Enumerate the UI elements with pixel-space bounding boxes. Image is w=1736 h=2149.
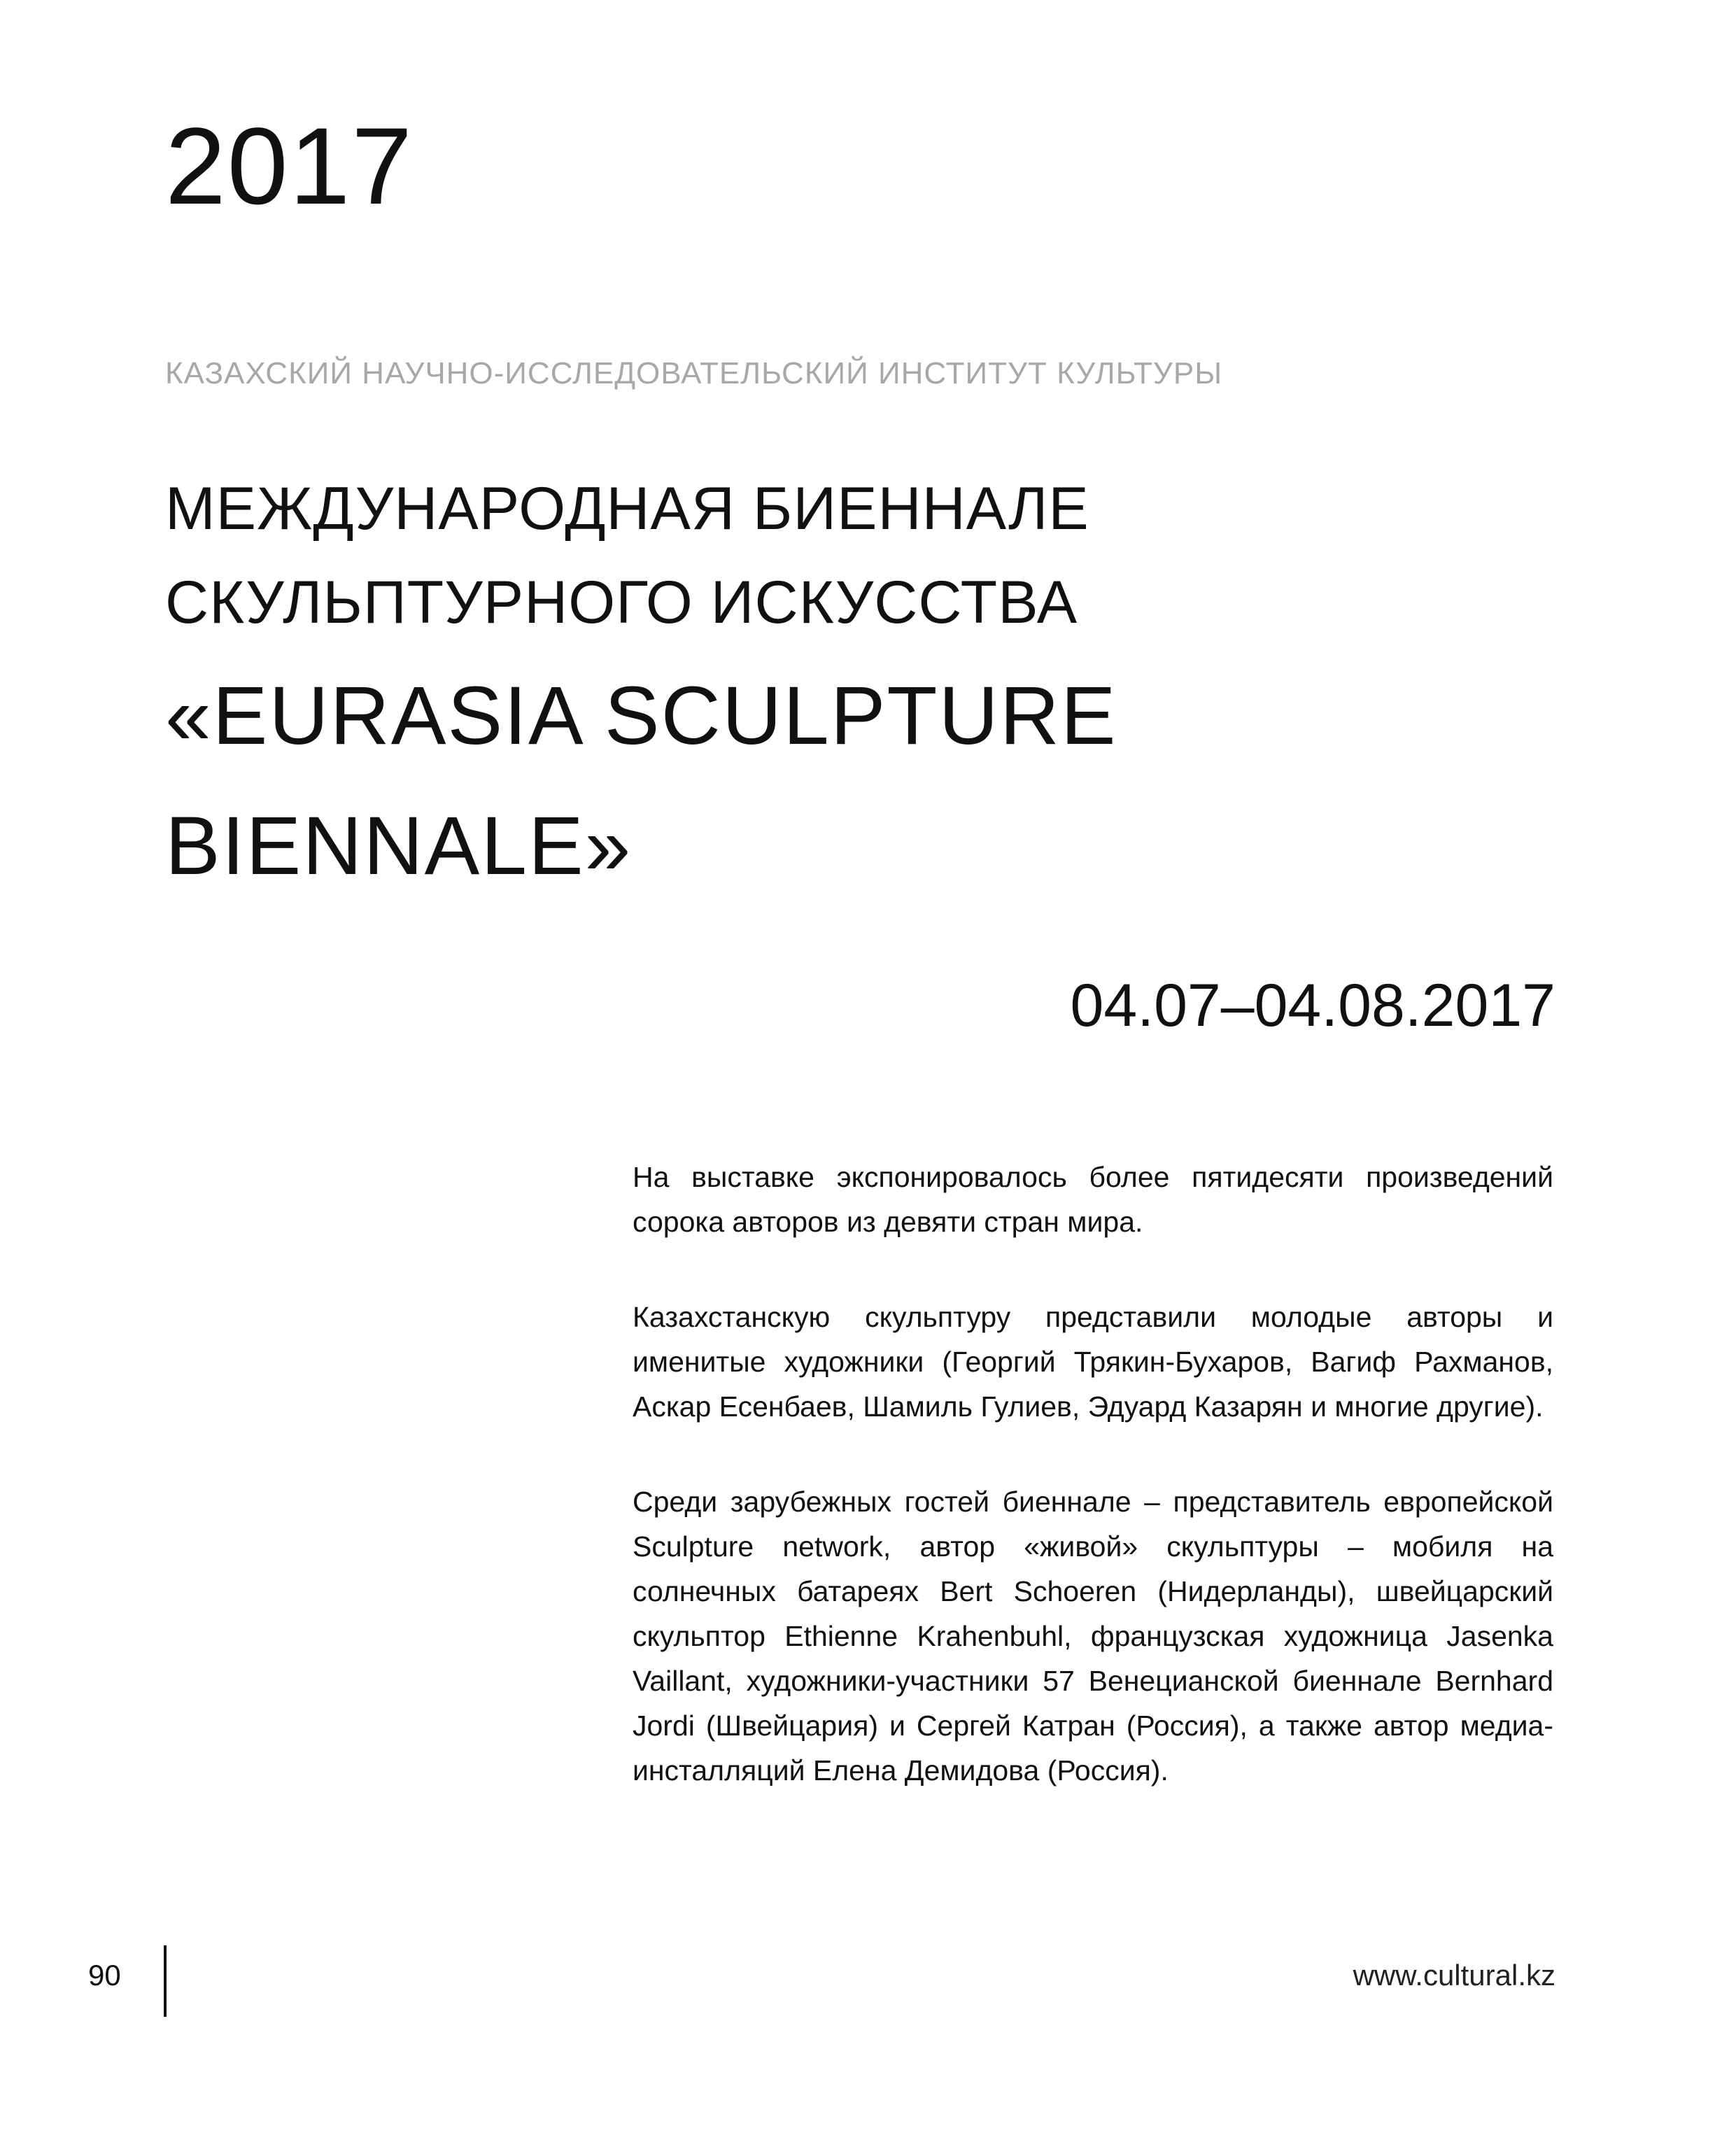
page-footer bbox=[0, 1945, 1736, 2029]
institute-name: КАЗАХСКИЙ НАУЧНО-ИССЛЕДОВАТЕЛЬСКИЙ ИНСТИТУТ КУЛЬТУРЫ bbox=[165, 356, 1223, 390]
title-line-2: СКУЛЬПТУРНОГО ИСКУССТВА bbox=[165, 569, 1078, 636]
website-link[interactable]: www.cultural.kz bbox=[1353, 1959, 1555, 1992]
event-title bbox=[165, 462, 1495, 911]
body-paragraph-1: На выставке экспонировалось более пятидесяти произведений сорока авторов из девяти стран мира. bbox=[633, 1161, 1553, 1238]
body-paragraph-2: Казахстанскую скульптуру представили молодые авторы и именитые художники (Георгий Трякин-Бухаров, Вагиф Рахманов, Аскар Есенбаев, Шамиль Гулиев, Эдуард Казарян и многие другие). bbox=[633, 1301, 1553, 1423]
title-line-1: МЕЖДУНАРОДНАЯ БИЕННАЛЕ bbox=[165, 475, 1089, 542]
article-body bbox=[633, 1155, 1553, 1843]
footer-divider bbox=[164, 1945, 167, 2017]
event-dates: 04.07–04.08.2017 bbox=[1070, 972, 1555, 1039]
page-year: 2017 bbox=[165, 106, 414, 227]
body-paragraph-3: Среди зарубежных гостей биеннале – представитель европейской Sculpture network, автор «живой» скульптуры – мобиля на солнечных батареях Bert Schoeren (Нидерланды), швейцарский скульптор Ethienne Krahenbuhl, французская художница Jasenka Vaillant, художники-участники 57 Венецианской биеннале Bernhard Jordi (Швейцария) и Сергей Катран (Россия), а также автор медиа-инсталляций Елена Демидова (Россия). bbox=[633, 1486, 1553, 1787]
title-line-3: «EURASIA SCULPTURE bbox=[165, 670, 1117, 762]
page-number: 90 bbox=[88, 1959, 121, 1992]
title-line-4: BIENNALE» bbox=[165, 800, 633, 892]
